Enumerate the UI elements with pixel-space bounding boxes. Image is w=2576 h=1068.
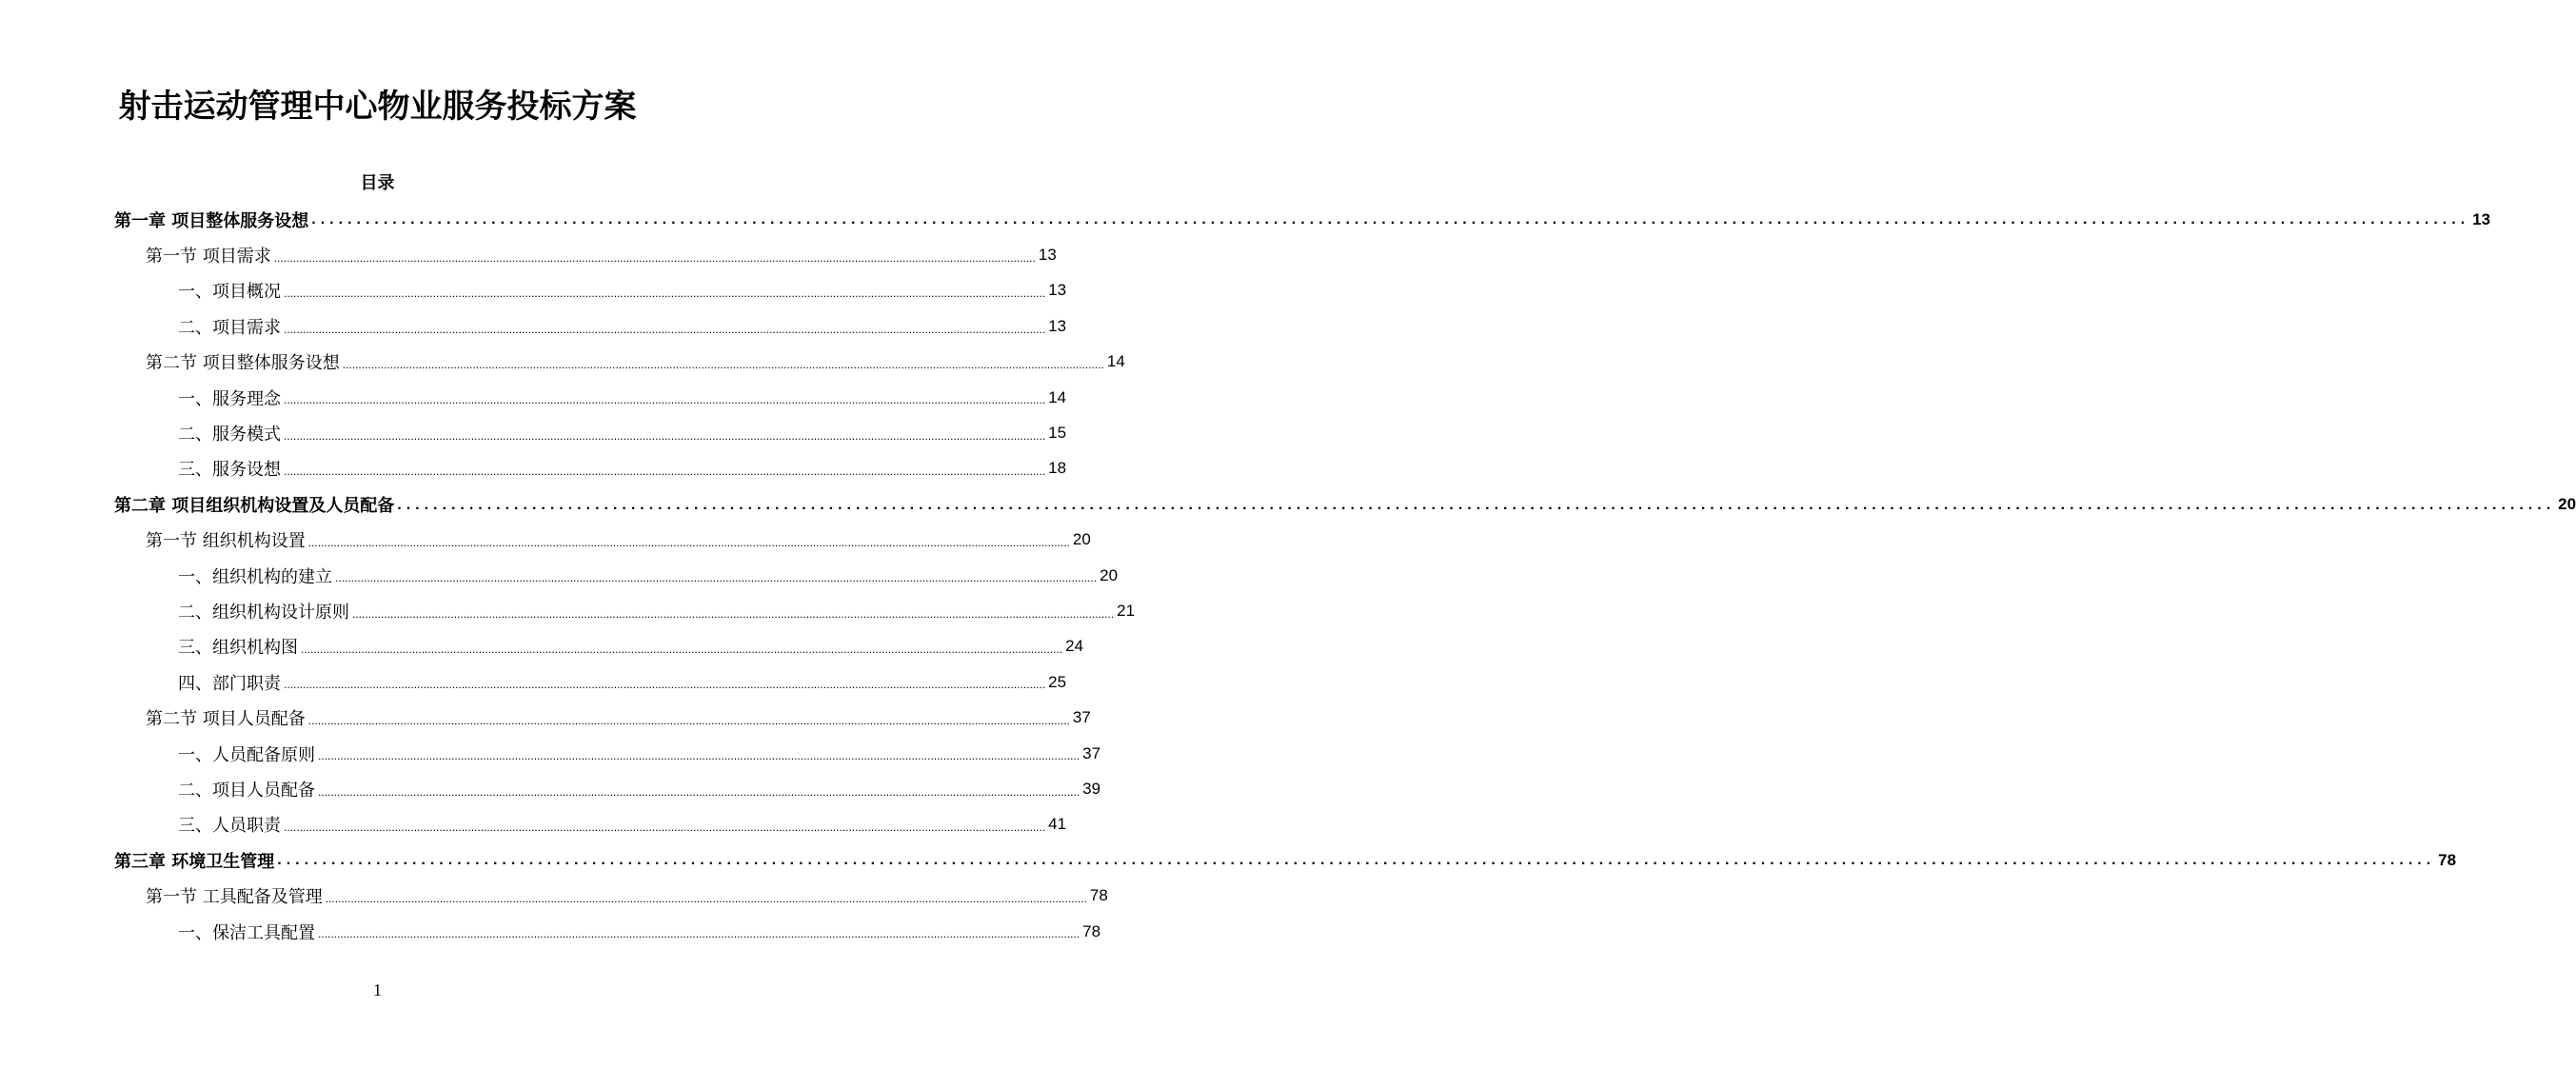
toc-entry-subsection[interactable] bbox=[0, 415, 1067, 450]
toc-entry-label: 一、保洁工具配置 bbox=[178, 922, 315, 943]
toc-leader-dots: ................................................................................................................................................................................................................................................ bbox=[284, 428, 1046, 443]
toc-leader-dots: ................................................................................................................................................................................................................................................ bbox=[301, 643, 1063, 657]
toc-entry-label: 三、服务设想 bbox=[178, 460, 281, 481]
toc-entry-label: 一、服务理念 bbox=[178, 388, 281, 409]
toc-entry-label: 二、项目需求 bbox=[178, 317, 281, 338]
toc-entry-page: 78 bbox=[1082, 921, 1101, 940]
document-title: 射击运动管理中心物业服务投标方案 bbox=[118, 88, 637, 126]
toc-leader-dots: ................................................................................................................................................................................................................................................ bbox=[284, 287, 1046, 301]
toc-entry-page: 41 bbox=[1048, 815, 1067, 834]
toc-entry-subsection[interactable] bbox=[0, 308, 1067, 344]
toc-entry-label: 第二节 项目整体服务设想 bbox=[146, 353, 340, 374]
toc-entry-subsection[interactable] bbox=[0, 914, 1101, 949]
toc-entry-subsection[interactable] bbox=[0, 664, 1067, 700]
toc-leader-dots: ................................................................................................................................................................................................................................................ bbox=[311, 211, 2470, 228]
toc-entry-section[interactable] bbox=[0, 878, 1108, 913]
toc-entry-page: 13 bbox=[1048, 316, 1067, 335]
toc-entry-page: 14 bbox=[1048, 387, 1067, 406]
toc-entry-label: 第三章 环境卫生管理 bbox=[114, 851, 275, 872]
toc-leader-dots: ................................................................................................................................................................................................................................................ bbox=[318, 927, 1080, 941]
toc-leader-dots: ................................................................................................................................................................................................................................................ bbox=[307, 535, 1070, 549]
toc-entry-label: 三、组织机构图 bbox=[178, 638, 298, 659]
toc-entry-label: 第一章 项目整体服务设想 bbox=[114, 210, 309, 231]
toc-entry-page: 25 bbox=[1048, 672, 1067, 691]
page-number: 1 bbox=[373, 980, 382, 999]
toc-entry-label: 二、组织机构设计原则 bbox=[178, 602, 349, 623]
toc-entry-subsection[interactable] bbox=[0, 380, 1067, 415]
toc-entry-section[interactable] bbox=[0, 237, 1057, 272]
toc-leader-dots: ................................................................................................................................................................................................................................................ bbox=[273, 250, 1036, 265]
toc-entry-page: 37 bbox=[1072, 708, 1091, 727]
toc-leader-dots: ................................................................................................................................................................................................................................................ bbox=[397, 496, 2556, 513]
toc-entry-page: 39 bbox=[1082, 779, 1101, 798]
toc-entry-section[interactable] bbox=[0, 345, 1125, 380]
toc-entry-label: 第二节 项目人员配备 bbox=[146, 709, 306, 730]
toc-entry-page: 20 bbox=[2558, 494, 2576, 513]
toc-entry-label: 一、项目概况 bbox=[178, 282, 281, 303]
toc-entry-page: 13 bbox=[2472, 209, 2491, 228]
toc-entry-subsection[interactable] bbox=[0, 593, 1136, 628]
toc-entry-chapter[interactable] bbox=[0, 842, 2457, 878]
toc-entry-subsection[interactable] bbox=[0, 558, 1119, 593]
toc-leader-dots: ................................................................................................................................................................................................................................................ bbox=[307, 713, 1070, 727]
toc-entry-label: 二、服务模式 bbox=[178, 425, 281, 445]
toc-entry-subsection[interactable] bbox=[0, 736, 1101, 771]
toc-leader-dots: ................................................................................................................................................................................................................................................ bbox=[277, 852, 2436, 869]
toc-entry-page: 21 bbox=[1117, 601, 1136, 620]
toc-entry-label: 二、项目人员配备 bbox=[178, 780, 315, 801]
toc-entry-page: 78 bbox=[1089, 886, 1108, 905]
toc-leader-dots: ................................................................................................................................................................................................................................................ bbox=[284, 393, 1046, 407]
toc-entry-subsection[interactable] bbox=[0, 807, 1067, 842]
toc-entry-label: 第一节 组织机构设置 bbox=[146, 531, 306, 552]
toc-entry-page: 24 bbox=[1065, 637, 1084, 656]
toc-leader-dots: ................................................................................................................................................................................................................................................ bbox=[284, 678, 1046, 692]
toc-entry-page: 14 bbox=[1106, 352, 1125, 371]
toc-entry-page: 20 bbox=[1072, 530, 1091, 549]
toc-leader-dots: ................................................................................................................................................................................................................................................ bbox=[352, 606, 1115, 621]
toc-entry-label: 三、人员职责 bbox=[178, 816, 281, 837]
toc-entry-label: 第二章 项目组织机构设置及人员配备 bbox=[114, 495, 395, 516]
table-of-contents bbox=[0, 202, 2576, 949]
toc-leader-dots: ................................................................................................................................................................................................................................................ bbox=[284, 322, 1046, 336]
toc-entry-page: 20 bbox=[1100, 565, 1119, 584]
toc-leader-dots: ................................................................................................................................................................................................................................................ bbox=[284, 821, 1046, 835]
toc-entry-subsection[interactable] bbox=[0, 771, 1101, 806]
toc-entry-page: 78 bbox=[2438, 850, 2457, 869]
toc-leader-dots: ................................................................................................................................................................................................................................................ bbox=[335, 571, 1098, 585]
toc-entry-subsection[interactable] bbox=[0, 451, 1067, 486]
toc-entry-label: 四、部门职责 bbox=[178, 673, 281, 694]
toc-entry-subsection[interactable] bbox=[0, 273, 1067, 308]
toc-entry-page: 13 bbox=[1048, 281, 1067, 300]
toc-leader-dots: ................................................................................................................................................................................................................................................ bbox=[284, 465, 1046, 479]
toc-heading: 目录 bbox=[360, 173, 395, 193]
toc-entry-page: 37 bbox=[1082, 743, 1101, 762]
toc-entry-chapter[interactable] bbox=[0, 202, 2491, 237]
toc-leader-dots: ................................................................................................................................................................................................................................................ bbox=[318, 784, 1080, 799]
toc-entry-page: 18 bbox=[1048, 459, 1067, 478]
toc-leader-dots: ................................................................................................................................................................................................................................................ bbox=[342, 357, 1104, 371]
toc-entry-page: 13 bbox=[1038, 246, 1057, 265]
toc-entry-subsection[interactable] bbox=[0, 629, 1084, 664]
toc-leader-dots: ................................................................................................................................................................................................................................................ bbox=[318, 749, 1080, 763]
toc-entry-chapter[interactable] bbox=[0, 486, 2576, 522]
toc-entry-page: 15 bbox=[1048, 424, 1067, 443]
toc-entry-label: 第一节 工具配备及管理 bbox=[146, 887, 323, 908]
toc-entry-section[interactable] bbox=[0, 523, 1091, 558]
toc-leader-dots: ................................................................................................................................................................................................................................................ bbox=[325, 891, 1087, 905]
toc-entry-section[interactable] bbox=[0, 700, 1091, 735]
toc-entry-label: 第一节 项目需求 bbox=[146, 247, 271, 267]
toc-entry-label: 一、组织机构的建立 bbox=[178, 566, 332, 587]
toc-entry-label: 一、人员配备原则 bbox=[178, 744, 315, 765]
